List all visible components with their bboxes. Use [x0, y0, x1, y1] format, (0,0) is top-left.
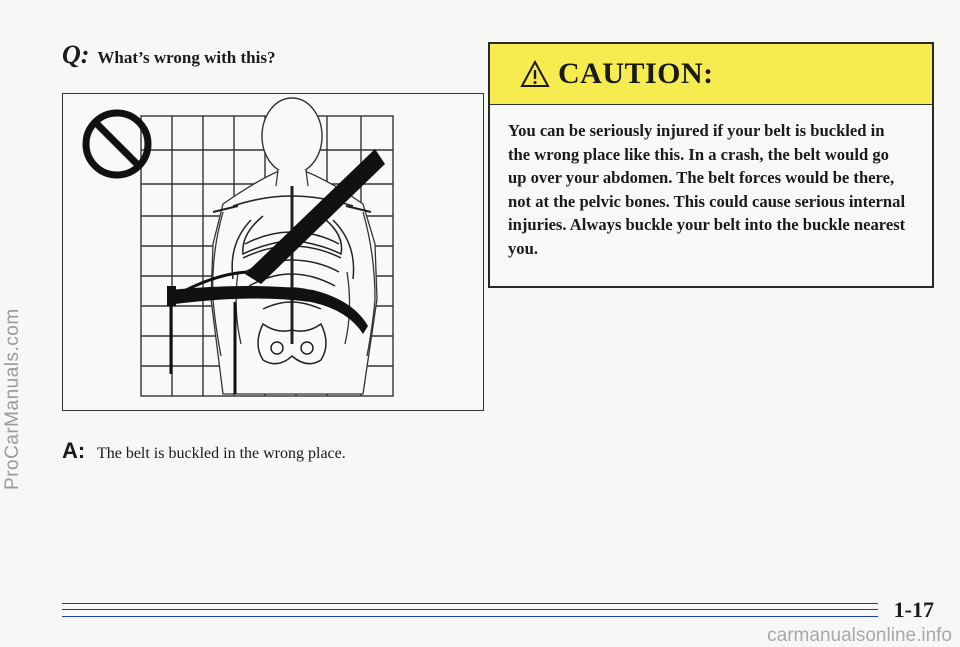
- side-watermark: ProCarManuals.com: [2, 308, 23, 490]
- footer-rule-top: [62, 603, 878, 604]
- answer: [62, 438, 346, 464]
- prohibition-icon: [86, 113, 148, 175]
- illustration-svg: [63, 94, 483, 410]
- caution-body: You can be seriously injured if your belt is buckled in the wrong place like this. In a crash, the belt would go up over your abdomen. The belt forces would be there, not at the pelvic bones. This could cause serious internal injuries. Always buckle your belt into the buckle nearest you.: [508, 121, 906, 258]
- seat-belt-illustration: [62, 93, 484, 411]
- question-letter: Q:: [62, 40, 90, 69]
- caution-title: CAUTION:: [558, 57, 714, 90]
- caution-header: [490, 44, 932, 105]
- warning-triangle-icon: [520, 60, 550, 88]
- caution-box: [488, 42, 934, 288]
- question: [62, 40, 275, 70]
- answer-letter: A:: [62, 438, 86, 463]
- question-text: What’s wrong with this?: [97, 48, 276, 67]
- page-number: 1-17: [893, 597, 934, 622]
- answer-text: The belt is buckled in the wrong place.: [96, 445, 346, 462]
- footer-rule-bottom: [62, 616, 878, 617]
- footer-rule-middle: [62, 609, 878, 610]
- bottom-watermark: carmanualsonline.info: [767, 625, 952, 646]
